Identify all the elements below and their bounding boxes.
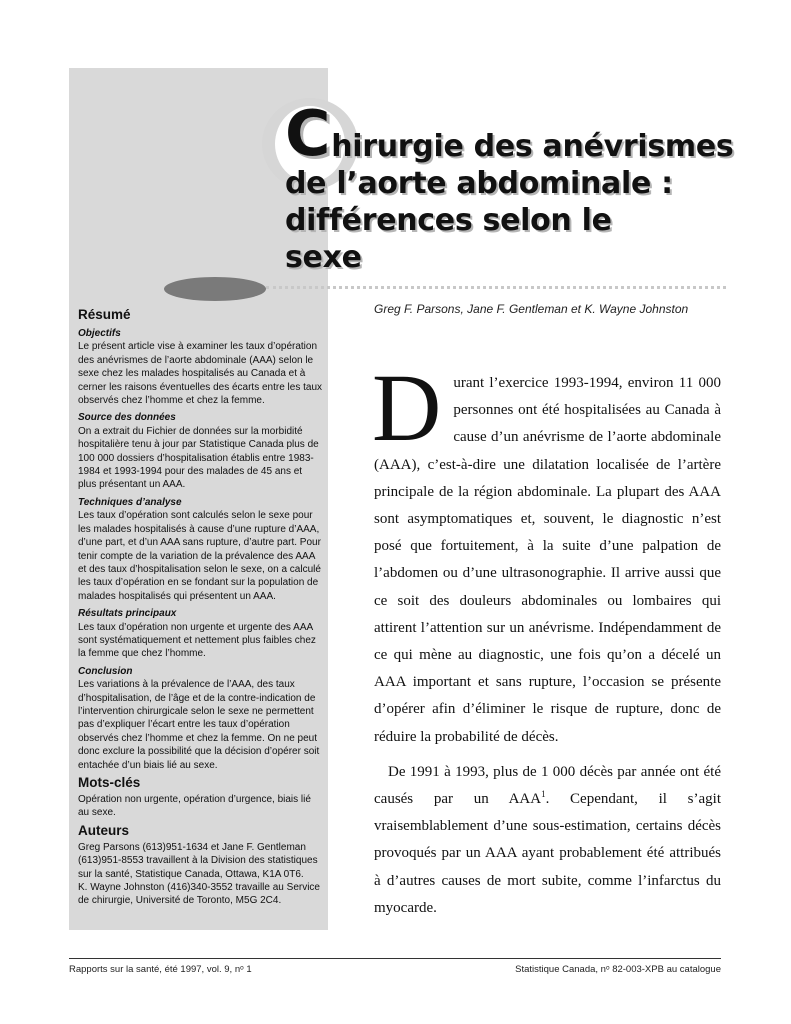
techniques-title: Techniques d’analyse <box>78 496 182 508</box>
resume-heading: Résumé <box>78 307 131 322</box>
body-paragraph-2-start: De 1991 à 1993, plus de 1 000 décès par année ont été causés par un AAA <box>374 763 721 808</box>
footer-rule <box>69 958 721 959</box>
title-initial: C <box>285 97 331 170</box>
sources-text: On a extrait du Fichier de données sur la morbidité hospitalière tenu à jour par Statistique Canada plus de 100 000 dossiers d’hospitalisation établis entre 1983-1984 et 1993-1994 pour des malades de 45 ans et plus présentant un AAA. <box>78 425 319 491</box>
footer-journal: Rapports sur la santé, été 1997, vol. 9, nᵒ 1 <box>69 964 252 975</box>
body-paragraph-1-text: urant l’exercice 1993-1994, environ 11 000 personnes ont été hospitalisées au Canada à cause d’un anévrisme de l’aorte abdominale (AAA), c’est-à-dire une dilatation localisée de l’artère principale de la région abdominale. La plupart des AAA sont asymptomatiques et, souvent, le diagnostic n’est posé que fortuitement, à la suite d’une palpation de l’abdomen ou d’une ultrasonographie. Il arrive aussi que ce soit des douleurs abdominales ou lombaires qui attirent l’attention sur un anévrisme. Indépendamment de ce qui mène au diagnostic, une fois qu’on a décelé un AAA important et sans rupture, l’occasion se présente d’opérer afin d’éliminer le risque de rupture, donc de réduire la probabilité de décès. <box>374 375 721 745</box>
auteurs-heading: Auteurs <box>78 822 130 838</box>
techniques-text: Les taux d’opération sont calculés selon le sexe pour les malades hospitalisés à cause d’une rupture d’AAA, d’une part, et d’un AAA sans rupture, d’autre part. Pour tenir compte de la variation de la prévalence des AAA et des taux d’hospitalisation selon le sexe, on a calculé les taux d’opération en se fondant sur la population de malades hospitalisés qui présentent un AAA. <box>78 510 321 602</box>
article-body <box>372 354 721 922</box>
auteurs-text-2: K. Wayne Johnston (416)340-3552 travaille au Service de chirurgie, Université de Toronto, M5G 2C4. <box>78 882 320 907</box>
motscles-heading: Mots-clés <box>78 775 141 790</box>
auteurs-text-1: Greg Parsons (613)951-1634 et Jane F. Gentleman (613)951-8553 travaillent à la Division des statistiques sur la santé, Statistique Canada, Ottawa, K1A 0T6. <box>78 841 318 880</box>
motscles-text: Opération non urgente, opération d’urgence, biais lié au sexe. <box>78 794 311 819</box>
title-line-1: hirurgie des anévrismes <box>331 129 734 164</box>
decorative-oval <box>164 277 266 301</box>
body-dropcap: D <box>372 354 442 461</box>
title-line-2: de l’aorte abdominale : <box>285 166 673 201</box>
dotted-divider <box>266 286 726 289</box>
conclusion-text: Les variations à la prévalence de l’AAA, des taux d’hospitalisation, de l’âge et de la contre-indication de l’intervention chirurgicale selon le sexe ne permettent pas d’expliquer l’écart entre les taux d’opération observés chez l’homme et chez la femme. On ne peut donc exclure la possibilité que la décision d’opérer soit entachée d’un biais lié au sexe. <box>78 679 320 771</box>
resultats-title: Résultats principaux <box>78 608 177 620</box>
sources-title: Source des données <box>78 412 176 424</box>
conclusion-title: Conclusion <box>78 665 133 677</box>
body-paragraph-2-end: . Cependant, il s’agit vraisemblablement d’une sous-estimation, certains décès provoqués par un AAA ayant probablement été attribués à d’autres causes de mort subite, comme l’infarctus du myocarde. <box>374 791 721 916</box>
title-line-4: sexe <box>285 240 362 275</box>
article-title <box>285 97 755 276</box>
author-byline: Greg F. Parsons, Jane F. Gentleman et K. Wayne Johnston <box>374 302 689 316</box>
title-line-3: différences selon le <box>285 203 612 238</box>
abstract-sidebar <box>78 306 322 908</box>
footnote-marker: 1 <box>541 789 546 800</box>
objectifs-title: Objectifs <box>78 328 121 339</box>
resultats-text: Les taux d’opération non urgente et urgente des AAA sont systématiquement et nettement plus faibles chez la femme que chez l’homme. <box>78 621 316 660</box>
objectifs-text: Le présent article vise à examiner les taux d’opération des anévrismes de l’aorte abdominale (AAA) selon le sexe chez les malades hospitalisés au Canada et à cerner les raisons éventuelles des écarts entre les taux observés chez l’homme et chez la femme. <box>78 341 323 407</box>
footer-catalogue: Statistique Canada, nᵒ 82-003-XPB au catalogue <box>515 964 721 975</box>
body-paragraph-1 <box>372 354 721 751</box>
body-paragraph-2 <box>374 759 721 922</box>
